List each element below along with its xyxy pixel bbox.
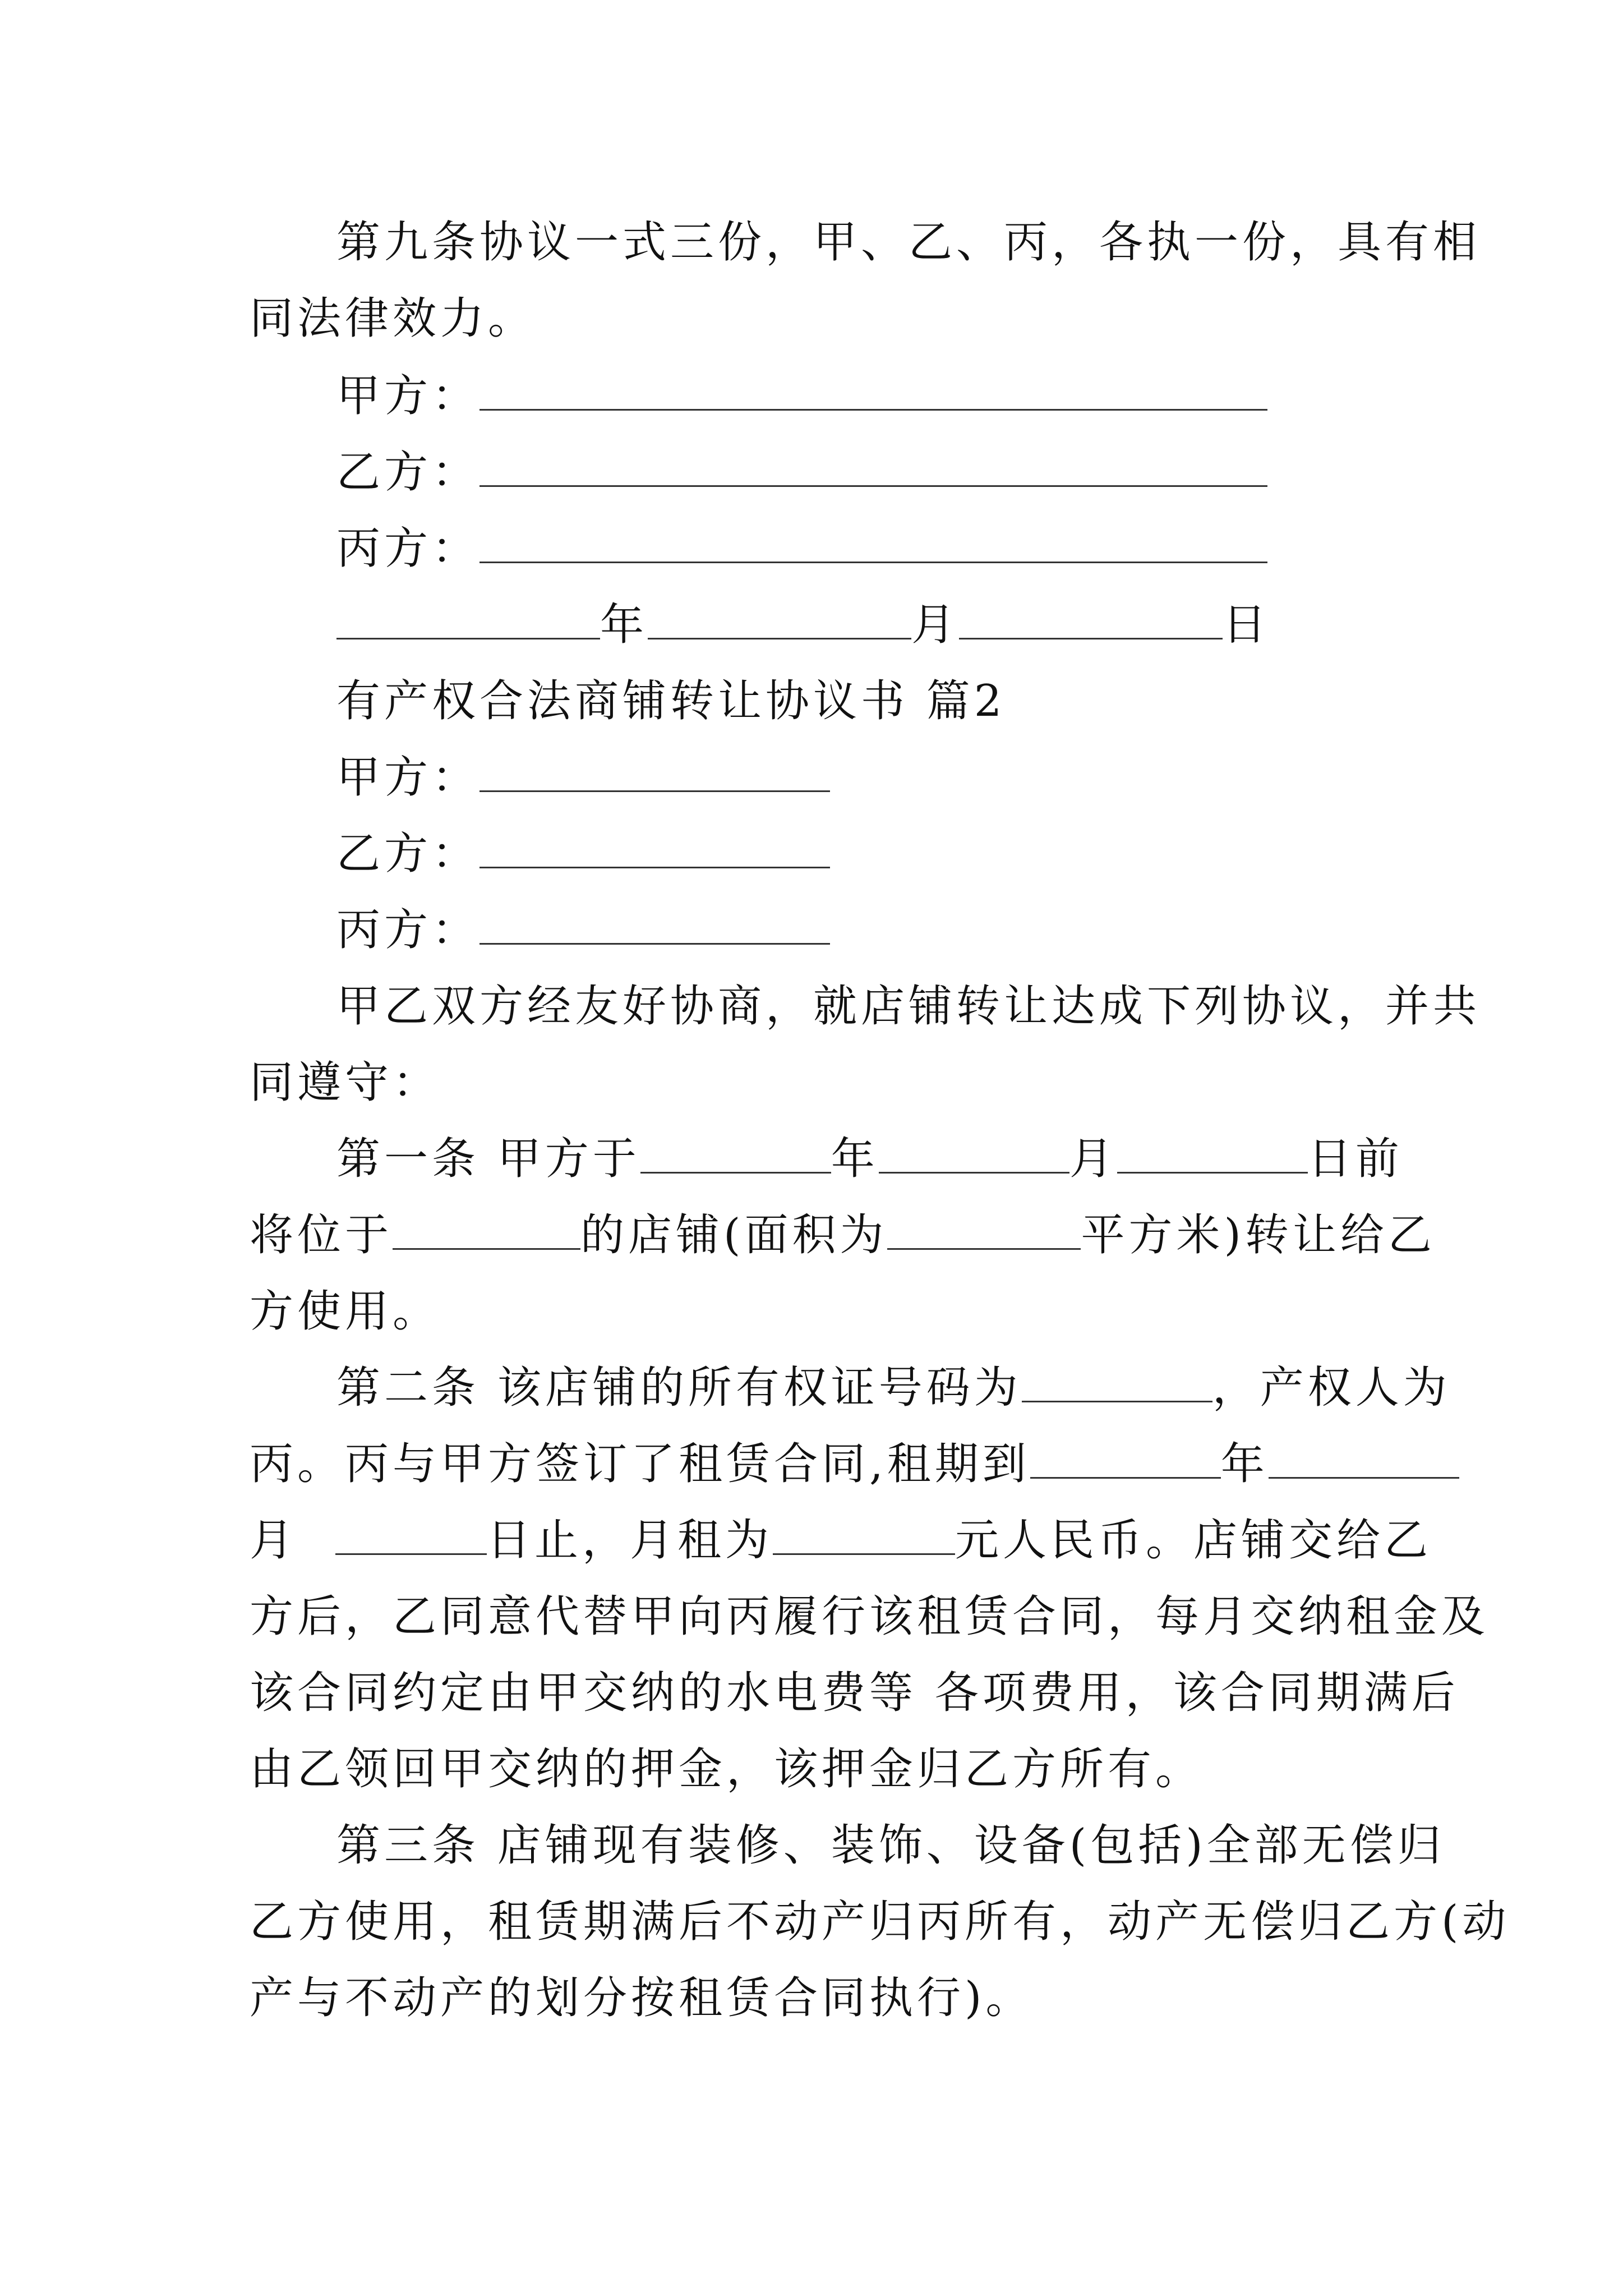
party-c-label: 丙方：: [336, 905, 480, 955]
signature-party-a-label: 甲方：: [336, 371, 480, 421]
date-year-blank[interactable]: [336, 604, 600, 639]
party-a-blank[interactable]: [479, 757, 830, 792]
article-1-text-d: 日前: [1307, 1134, 1403, 1184]
article-9-text: 第九条协议一式三份，甲、乙、丙，各执一份，具有相: [336, 217, 1481, 268]
date-day-label: 日: [1223, 600, 1271, 650]
party-b-blank[interactable]: [479, 833, 830, 868]
signature-party-c-row: [336, 519, 1267, 578]
article-2-text-d: 年: [1220, 1439, 1269, 1489]
party-c-blank[interactable]: [479, 909, 830, 945]
signature-party-c-blank[interactable]: [479, 528, 1267, 563]
signature-party-b-label: 乙方：: [336, 447, 480, 498]
signature-party-c-label: 丙方：: [336, 523, 480, 574]
article-1-text-e: 将位于: [250, 1210, 393, 1260]
article-1-text-a: 第一条 甲方于: [336, 1134, 640, 1184]
signature-party-b-blank[interactable]: [479, 452, 1267, 487]
article-2-text-b: ，产权人为: [1212, 1363, 1451, 1413]
article-3-text-a: 第三条 店铺现有装修、装饰、设备(包括)全部无偿归: [336, 1820, 1445, 1871]
intro-text-cont: 同遵守：: [250, 1057, 441, 1108]
article-2-line-3: [250, 1511, 1432, 1570]
article-1-text-h: 方使用。: [250, 1286, 441, 1337]
article-1-line-2: [250, 1206, 1436, 1264]
date-month-blank[interactable]: [648, 604, 911, 639]
article-1-text-g: 平方米)转让给乙: [1081, 1210, 1436, 1260]
signature-date-row: [336, 596, 1270, 654]
intro-text: 甲乙双方经友好协商，就店铺转让达成下列协议，并共: [336, 981, 1481, 1032]
article-2-line-6: [250, 1740, 1203, 1798]
signature-party-a-row: [336, 367, 1267, 425]
article-1-text-f: 的店铺(面积为: [580, 1210, 888, 1260]
article-9-line-2: [250, 289, 536, 348]
article-1-month-blank[interactable]: [879, 1138, 1069, 1174]
date-day-blank[interactable]: [959, 604, 1223, 639]
party-b-label: 乙方：: [336, 829, 480, 879]
article-2-text-i: 该合同约定由甲交纳的水电费等 各项费用，该合同期满后: [250, 1668, 1459, 1718]
article-2-line-2: [250, 1435, 1459, 1493]
article-2-day-blank[interactable]: [335, 1520, 487, 1555]
date-year-label: 年: [600, 600, 648, 650]
intro-line-2: [250, 1053, 440, 1112]
section-title: [336, 672, 1006, 730]
date-month-label: 月: [911, 600, 960, 650]
article-9-line-1: [336, 213, 1481, 272]
article-3-line-1: [336, 1816, 1445, 1875]
article-2-month-blank[interactable]: [1269, 1443, 1459, 1479]
article-1-year-blank[interactable]: [640, 1138, 831, 1174]
party-b-row: [336, 825, 830, 883]
signature-party-a-blank[interactable]: [479, 375, 1267, 411]
article-3-text-c: 产与不动产的划分按租赁合同执行)。: [250, 1973, 1034, 2023]
article-2-line-1: [336, 1359, 1451, 1417]
article-2-line-5: [250, 1664, 1459, 1722]
article-1-location-blank[interactable]: [393, 1214, 580, 1250]
article-2-rent-blank[interactable]: [773, 1520, 955, 1555]
party-a-label: 甲方：: [336, 752, 480, 803]
article-1-text-c: 月: [1069, 1134, 1117, 1184]
article-2-text-h: 方后，乙同意代替甲向丙履行该租赁合同，每月交纳租金及: [250, 1591, 1490, 1642]
section-title-text: 有产权合法商铺转让协议书 篇2: [336, 676, 1006, 726]
article-1-day-blank[interactable]: [1117, 1138, 1308, 1174]
article-1-area-blank[interactable]: [887, 1214, 1081, 1250]
article-2-text-e: 月: [250, 1515, 298, 1566]
article-1-text-b: 年: [831, 1134, 879, 1184]
party-a-row: [336, 748, 830, 807]
article-3-line-2: [250, 1893, 1510, 1951]
article-1-line-1: [336, 1130, 1403, 1188]
article-1-line-3: [250, 1282, 440, 1341]
article-2-year-blank[interactable]: [1030, 1443, 1221, 1479]
article-2-text-a: 第二条 该店铺的所有权证号码为: [336, 1363, 1022, 1413]
article-2-text-g: 元人民币。店铺交给乙: [955, 1515, 1432, 1566]
article-9-text-cont: 同法律效力。: [250, 293, 536, 344]
article-2-line-4: [250, 1588, 1489, 1646]
article-2-cert-blank[interactable]: [1022, 1367, 1212, 1402]
article-2-text-f: 日止，月租为: [487, 1515, 773, 1566]
article-2-text-j: 由乙领回甲交纳的押金，该押金归乙方所有。: [250, 1744, 1204, 1795]
party-c-row: [336, 901, 830, 959]
intro-line-1: [336, 977, 1481, 1036]
article-2-text-c: 丙。丙与甲方签订了租赁合同,租期到: [250, 1439, 1030, 1489]
article-3-line-3: [250, 1969, 1033, 2027]
article-3-text-b: 乙方使用，租赁期满后不动产归丙所有，动产无偿归乙方(动: [250, 1897, 1510, 1947]
signature-party-b-row: [336, 443, 1267, 501]
